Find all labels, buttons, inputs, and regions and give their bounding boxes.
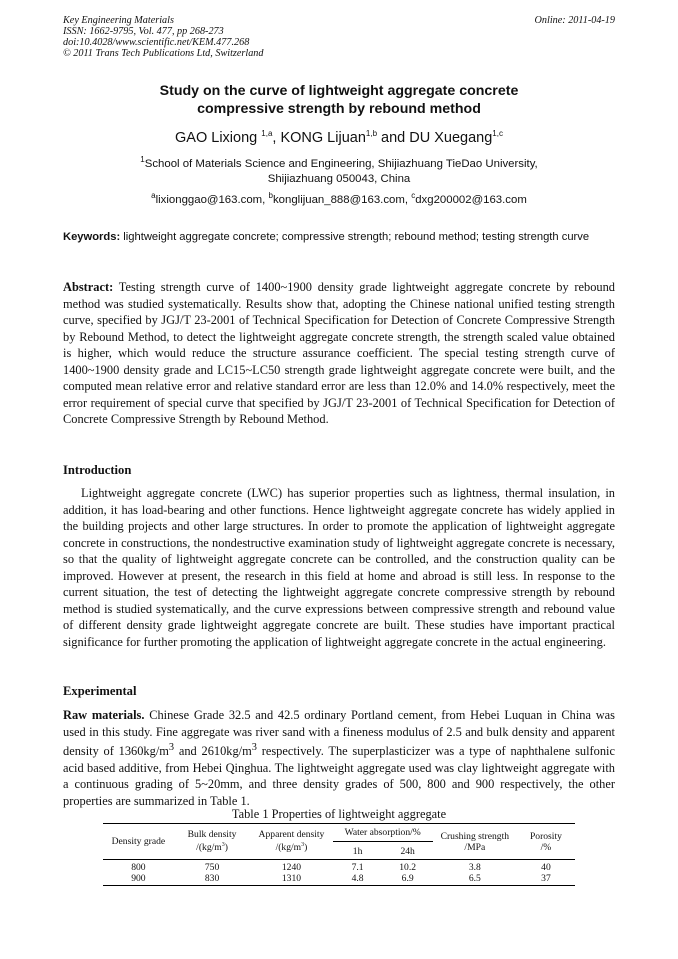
author-name: KONG Lijuan xyxy=(280,130,366,146)
affiliation xyxy=(63,157,615,187)
header-text: ) xyxy=(224,842,228,854)
cell-density-grade: 900 xyxy=(131,873,146,884)
abstract-label: Abstract: xyxy=(63,280,114,294)
author-affil-mark: 1,b xyxy=(365,129,378,139)
header-text: Porosity xyxy=(529,830,562,842)
keywords-text: lightweight aggregate concrete; compressive strength; rebound method; testing strength curve xyxy=(120,231,590,243)
col-apparent-density xyxy=(250,824,332,860)
col-water-absorption: Water absorption/% xyxy=(333,824,433,842)
raw-materials-text: and 2610kg/m xyxy=(174,744,252,759)
author-affil-mark: 1,c xyxy=(492,129,503,139)
paper-title xyxy=(63,82,615,118)
cell-density-grade: 800 xyxy=(131,862,146,873)
email-list: $^a$lixionggao@163.com, $^b$konglijuan_888@163.com, $^c$dxg200002@163.com xyxy=(151,191,527,206)
cell-wa-24h: 10.2 xyxy=(399,862,417,873)
cell-porosity: 40 xyxy=(541,862,551,873)
abstract-text: Testing strength curve of 1400~1900 density grade lightweight aggregate concrete by rebound method was studied systematically. Results show that, adopting the Chinese national unified testing strength curve, specified by JGJ/T 23-2001 of Technical Specification for Detection of Concrete Compressive Strength by Rebound Method, to detect the lightweight aggregate concrete strength, the strength scaled value obtained is higher, which would reduce the structure assurance coefficient. The special testing strength curve of 1400~1900 density grade and LC15~LC50 strength grade lightweight aggregate concrete were built, and the computed mean relative error and relative standard error are less than 12.0% and 14.0% respectively, meet the error requirement of special curve that specified by JGJ/T 23-2001 of Technical Specification for Detection of Concrete Compressive Strength by Rebound Method. xyxy=(63,280,615,426)
col-wa-24h: 24h xyxy=(400,846,415,857)
superscript: 3 xyxy=(168,742,175,753)
affiliation-line-1: School of Materials Science and Engineering, Shijiazhuang TieDao University, xyxy=(144,158,538,170)
affiliation-line-2: Shijiazhuang 050043, China xyxy=(267,173,411,185)
col-crushing-strength xyxy=(433,824,517,860)
author-and: and xyxy=(377,130,410,146)
author-list xyxy=(63,129,615,147)
header-text: /(kg/m xyxy=(275,842,302,854)
raw-materials-label: Raw materials. xyxy=(63,708,145,722)
experimental-heading: Experimental xyxy=(63,684,137,698)
header-text: Apparent density xyxy=(258,829,325,841)
superscript: 3 xyxy=(251,742,257,753)
title-line-1: Study on the curve of lightweight aggregate concrete xyxy=(159,83,519,99)
table-header-row xyxy=(103,824,575,842)
email-address: dxg200002@163.com xyxy=(415,194,527,206)
online-date: Online: 2011-04-19 xyxy=(534,15,615,26)
email-mark: c xyxy=(411,191,416,201)
author-separator: , xyxy=(272,130,281,146)
keywords xyxy=(63,231,615,244)
journal-header xyxy=(63,15,615,59)
introduction-paragraph: Lightweight aggregate concrete (LWC) has superior properties such as lightness, thermal insulation, in addition, it has load-bearing and other functions. Hence lightweight aggregate concrete has widely applied in the building projects and other large structures. In order to promote the application of lightweight aggregate concrete in constructions, the nondestructive examination study of lightweight aggregate concrete is necessary, so that the quality of lightweight aggregate concrete can be controlled, and the construction quality can be improved. However at present, the research in this field at home and abroad is still less. In response to the current situation, the test of detecting the lightweight aggregate concrete compressive strength by rebound method is studied systematically, and the curve expressions between compressive strength and rebound value of different density grade lightweight aggregate concrete are built. These studies have important practical significance for further promoting the application of lightweight aggregate concrete in the actual engineering. xyxy=(63,486,615,649)
cell-crushing: 6.5 xyxy=(468,873,481,884)
journal-doi: doi:10.4028/www.scientific.net/KEM.477.268 xyxy=(63,37,250,48)
journal-issn: ISSN: 1662-9795, Vol. 477, pp 268-273 xyxy=(63,26,224,37)
header-text: Crushing strength xyxy=(440,830,510,842)
email-mark: a xyxy=(151,191,156,201)
properties-table xyxy=(103,823,575,886)
col-wa-1h: 1h xyxy=(352,846,363,857)
superscript: 3 xyxy=(221,842,225,849)
raw-materials-text: Chinese Grade 32.5 and 42.5 ordinary Portland cement, from Hebei Luquan in China was used in this study. Fine aggregate was river sand with a fineness modulus of 2.5 and bulk density and apparent density of 1360kg/m xyxy=(63,708,615,759)
email-address: konglijuan_888@163.com xyxy=(272,194,405,206)
cell-crushing: 3.8 xyxy=(468,862,481,873)
raw-materials-paragraph xyxy=(63,707,615,809)
cell-bulk: 830 xyxy=(204,873,220,884)
author-name: DU Xuegang xyxy=(409,130,493,146)
header-text: Bulk density xyxy=(187,829,237,841)
table-row xyxy=(103,873,575,886)
email-address: lixionggao@163.com xyxy=(155,194,263,206)
header-text: /(kg/m xyxy=(196,842,222,854)
affiliation-mark: 1 xyxy=(140,155,145,165)
col-bulk-density xyxy=(174,824,250,860)
cell-porosity: 37 xyxy=(541,873,551,884)
cell-bulk: 750 xyxy=(204,862,220,873)
raw-materials-text: respectively. The superplasticizer was a type of naphthalene sulfonic acid based additive, from Hebei Qinghua. The lightweight aggregate used was clay lightweight aggregate with a continuous grading of 5~20mm, and three density grades of 500, 800 and 900 respectively, the other properties are summarized in Table 1. xyxy=(63,744,615,808)
cell-wa-1h: 4.8 xyxy=(351,873,364,884)
header-text: /MPa xyxy=(464,841,486,853)
keywords-label: Keywords: xyxy=(63,231,121,243)
cell-apparent: 1240 xyxy=(281,862,302,873)
cell-wa-1h: 7.1 xyxy=(351,862,364,873)
col-density-grade: Density grade xyxy=(111,836,166,847)
superscript: 3 xyxy=(301,842,305,849)
abstract xyxy=(63,279,615,428)
title-line-2: compressive strength by rebound method xyxy=(197,101,481,117)
journal-copyright: © 2011 Trans Tech Publications Ltd, Switzerland xyxy=(63,48,264,59)
journal-name: Key Engineering Materials xyxy=(63,15,174,26)
col-porosity xyxy=(517,824,575,860)
cell-wa-24h: 6.9 xyxy=(401,873,414,884)
email-mark: b xyxy=(268,191,273,201)
header-text: /% xyxy=(540,841,552,853)
cell-apparent: 1310 xyxy=(281,873,302,884)
author-affil-mark: 1,a xyxy=(261,129,273,139)
table-row xyxy=(103,860,575,874)
table-caption: Table 1 Properties of lightweight aggregate xyxy=(231,807,447,821)
author-name: GAO Lixiong xyxy=(175,130,258,146)
header-text: ) xyxy=(304,842,308,854)
introduction-heading: Introduction xyxy=(63,463,132,477)
